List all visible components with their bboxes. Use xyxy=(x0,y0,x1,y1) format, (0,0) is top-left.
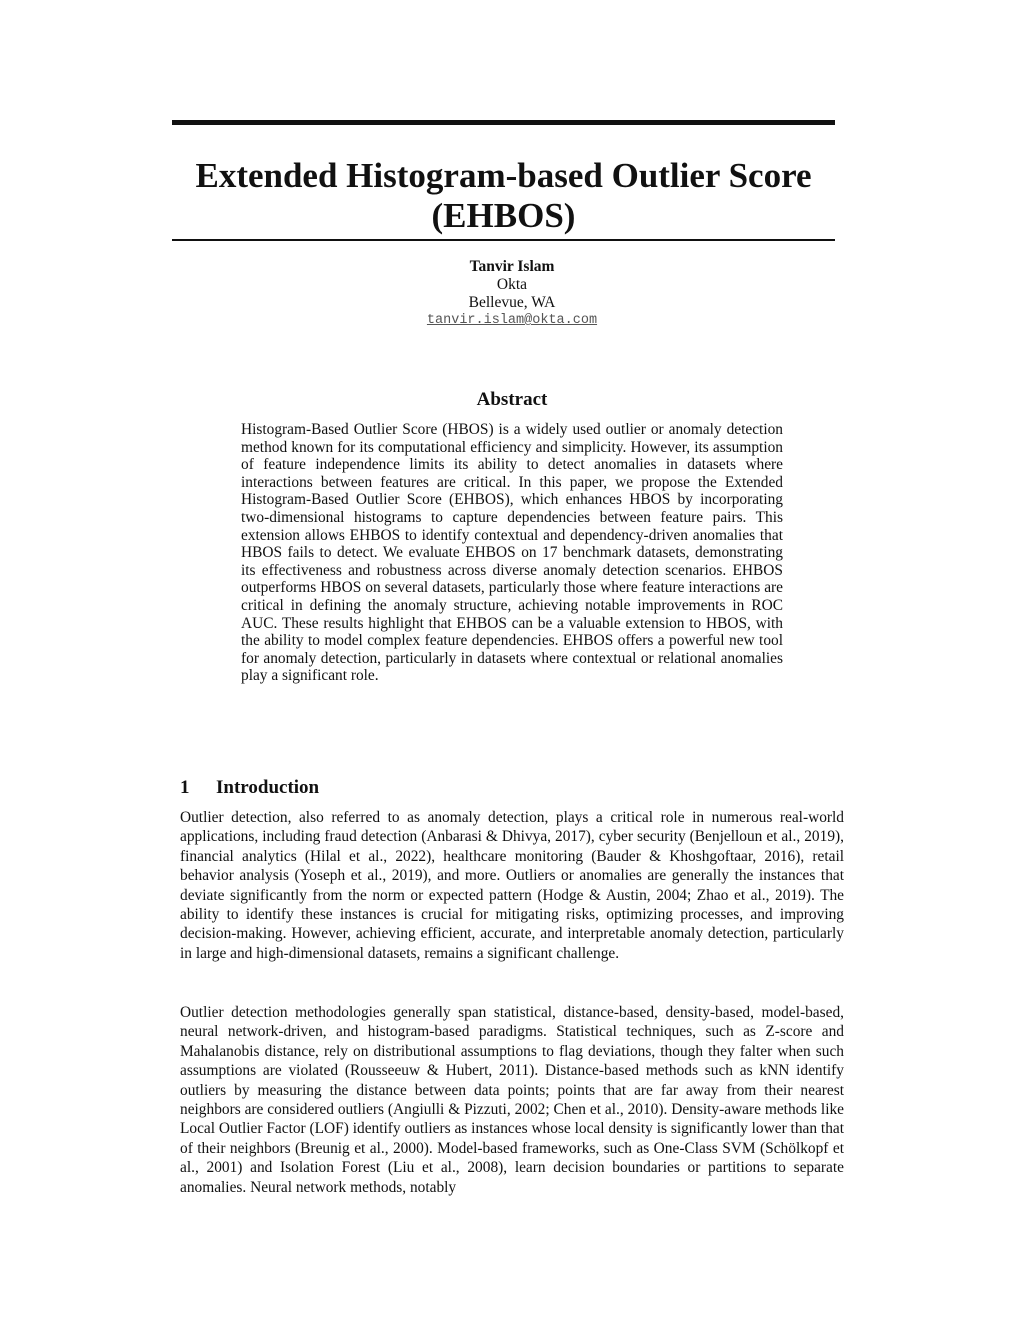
paper-title-line-2: (EHBOS) xyxy=(431,196,576,235)
author-email-link[interactable]: tanvir.islam@okta.com xyxy=(426,313,598,328)
abstract-heading: Abstract xyxy=(476,389,548,410)
introduction-paragraph-1: Outlier detection, also referred to as anomaly detection, plays a critical role in numerous real-world applications, including fraud detection (Anbarasi & Dhivya, 2017), cyber security (Benjelloun et al., 2019), financial analytics (Hilal et al., 2022), healthcare monitoring (Bauder & Khoshgoftaar, 2016), retail behavior analysis (Yoseph et al., 2019), and more. Outliers or anomalies are generally the instances that deviate significantly from the norm or expected pattern (Hodge & Austin, 2004; Zhao et al., 2019). The ability to identify these instances is crucial for mitigating risks, optimizing processes, and improving decision-making. However, achieving efficient, accurate, and interpretable anomaly detection, particularly in large and high-dimensional datasets, remains a significant challenge. xyxy=(180,809,844,962)
paper-title xyxy=(172,156,835,236)
introduction-paragraph-2: Outlier detection methodologies generally span statistical, distance-based, density-based, model-based, neural network-driven, and histogram-based paradigms. Statistical techniques, such as Z-score and Mahalanobis distance, rely on distributional assumptions to flag deviations, though they falter when such assumptions are violated (Rousseeuw & Hubert, 2011). Distance-based methods such as kNN identify outliers by measuring the distance between data points; points that are far away from their nearest neighbors are considered outliers (Angiulli & Pizzuti, 2002; Chen et al., 2010). Density-aware methods like Local Outlier Factor (LOF) identify outliers as instances whose local density is significantly lower than that of their neighbors (Breunig et al., 2000). Model-based frameworks, such as One-Class SVM (Schölkopf et al., 2001) and Isolation Forest (Liu et al., 2008), learn decision boundaries or partitions to separate anomalies. Neural network methods, notably xyxy=(180,1004,844,1196)
author-name: Tanvir Islam xyxy=(469,258,555,275)
section-heading-introduction xyxy=(180,776,844,800)
author-location: Bellevue, WA xyxy=(468,294,556,311)
section-number: 1 xyxy=(180,777,190,798)
section-title: Introduction xyxy=(216,777,320,798)
paper-title-line-1: Extended Histogram-based Outlier Score xyxy=(195,156,812,195)
title-top-rule xyxy=(172,120,835,125)
abstract-text: Histogram-Based Outlier Score (HBOS) is a widely used outlier or anomaly detection method known for its computational efficiency and simplicity. However, its assumption of feature independence limits its ability to detect anomalies in datasets where interactions between features are critical. In this paper, we propose the Extended Histogram-Based Outlier Score (EHBOS), which enhances HBOS by incorporating two-dimensional histograms to capture dependencies between feature pairs. This extension allows EHBOS to identify contextual and dependency-driven anomalies that HBOS fails to detect. We evaluate EHBOS on 17 benchmark datasets, demonstrating its effectiveness and robustness across diverse anomaly detection scenarios. EHBOS outperforms HBOS on several datasets, particularly those where feature interactions are critical in defining the anomaly structure, achieving notable improvements in ROC AUC. These results highlight that EHBOS can be a valuable extension to HBOS, with the ability to model complex feature dependencies. EHBOS offers a powerful new tool for anomaly detection, particularly in datasets where contextual or relational anomalies play a significant role. xyxy=(241,421,783,685)
title-bottom-rule xyxy=(172,239,835,241)
author-block xyxy=(172,258,852,330)
author-affiliation: Okta xyxy=(496,276,528,293)
